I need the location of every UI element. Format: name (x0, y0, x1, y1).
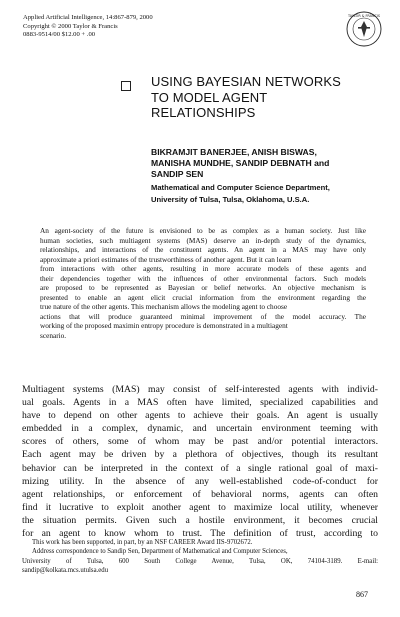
body-line: embedded in a complex, dynamic, and uncertain environment teeming with (22, 423, 378, 435)
author-line: MANISHA MUNDHE, SANDIP DEBNATH and (151, 158, 330, 168)
body-line: find it lucrative to exploit another agent to maximize local utility, whenever (22, 501, 378, 513)
abstract-line: actions that will produce guaranteed minimal improvement of the model accuracy. The (40, 311, 366, 321)
abstract-line: working of the proposed maximin entropy procedure is demonstrated in a multiagent (40, 321, 288, 330)
title-line: TO MODEL AGENT (151, 89, 268, 105)
footnote-line: sandip@kolkata.mcs.utulsa.edu (22, 566, 109, 574)
page-number: 867 (356, 590, 368, 599)
body-line: Multiagent systems (MAS) may consist of self-interested agents with individ- (22, 384, 378, 395)
author-line: SANDIP SEN (151, 169, 204, 179)
footnote-line: Address correspondence to Sandip Sen, Department of Mathematical and Computer Sciences, (32, 548, 288, 556)
affiliation-line: Mathematical and Computer Science Department, (151, 183, 330, 192)
abstract-line: relationships, and interactions of the constituent agents. An agent in a MAS may have only (40, 245, 366, 254)
abstract-line: human societies, such multiagent systems (MAS) deserve an in-depth study of the dynamics, (40, 235, 366, 245)
author-list (151, 147, 386, 180)
body-text (22, 383, 378, 540)
footnote-line: This work has been supported, in part, by an NSF CAREER Award IIS-9702672. (32, 539, 253, 546)
journal-line: Applied Artificial Intelligence, 14:867-879, 2000 (23, 14, 153, 21)
abstract-line: true nature of the other agents. This mechanism allows the modeling agent to choose (40, 302, 288, 311)
abstract-line: their dependencies together with the influences of other environmental factors. Such models (40, 273, 366, 283)
body-line: for an agent to know whom to trust. The definition of trust, according to (22, 528, 378, 540)
abstract-line: presented to enable an agent elicit crucial information from the environment regarding the (40, 292, 366, 302)
title-box-icon (121, 81, 131, 91)
footnote-line: University of Tulsa, 600 South College Avenue, Tulsa, OK, 74104-3189. E-mail: (22, 557, 378, 565)
abstract-line: are proposed to be represented as Bayesian or belief networks. An objective mechanism is (40, 283, 366, 292)
abstract-line: from interactions with other agents, resulting in more accurate models of these agents and (40, 264, 366, 273)
journal-line: 0883-9514/00 $12.00 + .00 (23, 31, 96, 39)
abstract-line: scenario. (40, 330, 67, 340)
abstract (40, 226, 366, 340)
author-line: BIKRAMJIT BANERJEE, ANISH BISWAS, (151, 147, 317, 157)
title-line: USING BAYESIAN NETWORKS (151, 74, 341, 89)
body-line: ual goals. Agents in a MAS often have limited, specialized capabilities and (22, 397, 378, 409)
body-line: behavior can be interpreted in the context of a single rational goal of maxi- (22, 462, 378, 474)
journal-line: Copyright © 2000 Taylor & Francis (23, 22, 118, 30)
body-line: the situation permits. Given such a hostile environment, it becomes crucial (22, 514, 378, 526)
body-line: mizing utility. In the absence of any well-established code-of-conduct for (22, 475, 378, 487)
affiliation (151, 182, 386, 205)
abstract-line: approximate a priori estimates of the trustworthiness of another agent. But it can learn (40, 254, 292, 264)
body-line: agent relationships, or enforcement of behavioral norms, agents can often (22, 488, 378, 500)
title-line: RELATIONSHIPS (151, 105, 256, 120)
affiliation-line: University of Tulsa, Tulsa, Oklahoma, U.S.A. (151, 194, 310, 204)
journal-citation (23, 14, 153, 40)
footnote (22, 538, 378, 575)
article-title (151, 74, 381, 121)
body-line: scores of others, some of whom may be past and/or potential interactors. (22, 436, 378, 448)
body-line: Each agent may be driven by a plethora of objectives, though its resultant (22, 449, 378, 461)
abstract-line: An agent-society of the future is envisioned to be as complex as a human society. Just like (40, 226, 366, 235)
body-line: have to depend on other agents to achieve their goals. An agent is usually (22, 410, 378, 422)
publisher-seal-logo (346, 11, 382, 47)
svg-text:TAYLOR & FRANCIS: TAYLOR & FRANCIS (347, 14, 381, 19)
